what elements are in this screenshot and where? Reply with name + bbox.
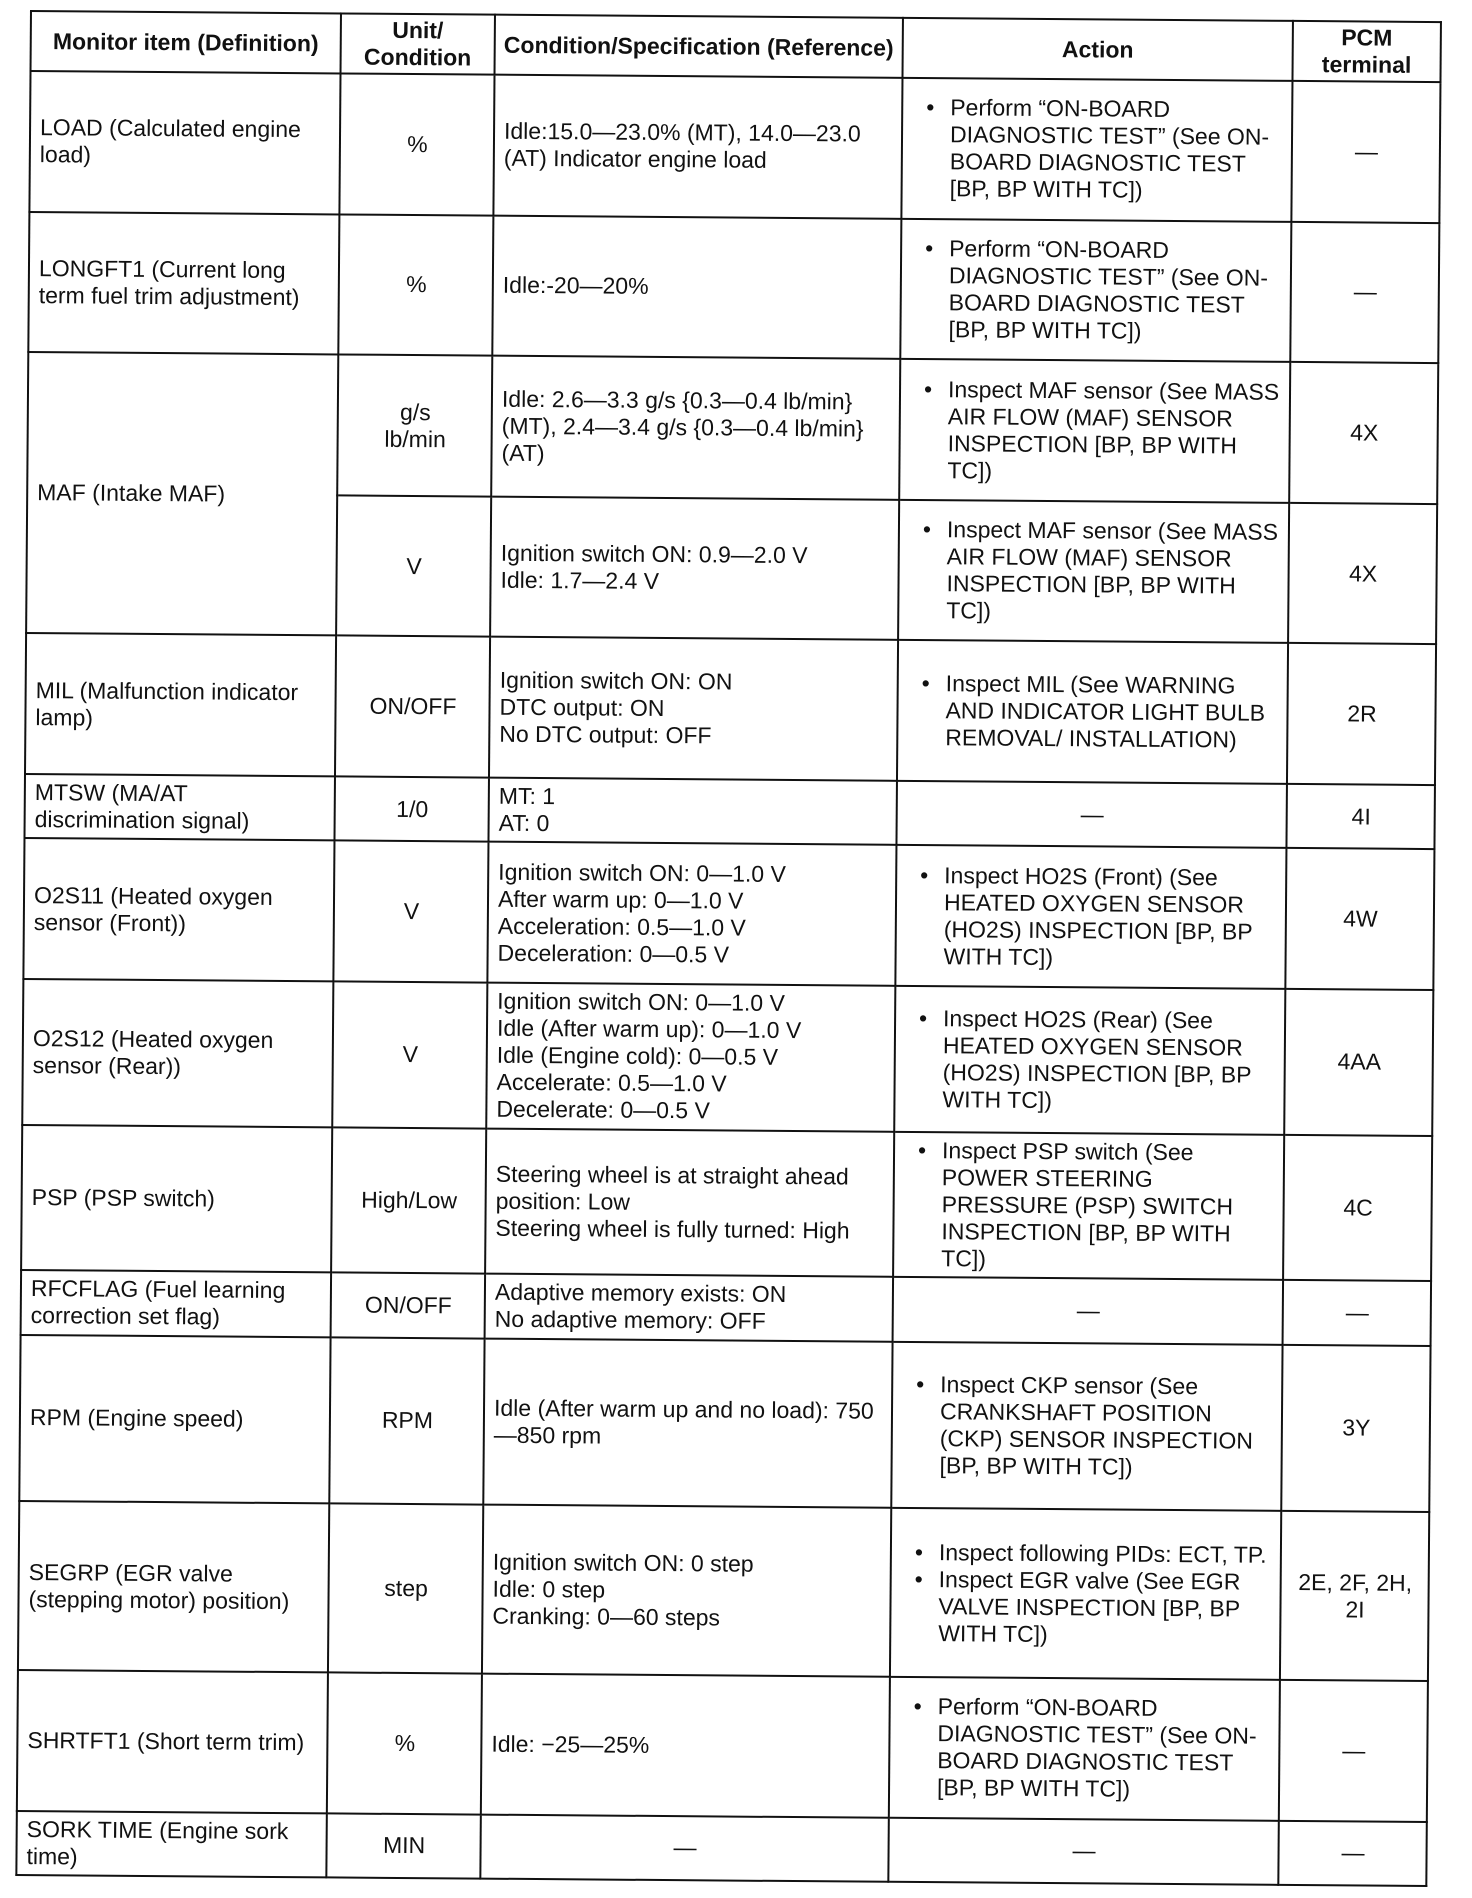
header-row [31, 11, 1441, 82]
header-action: Action [902, 18, 1292, 81]
action-cell: — [888, 1817, 1278, 1884]
pcm-terminal: 3Y [1281, 1344, 1430, 1512]
action-bullet: • Inspect HO2S (Front) (See HEATED OXYGEN SENSOR (HO2S) INSPECTION [BP, BP WITH TC]) [923, 862, 1277, 973]
unit-condition: V [333, 841, 488, 983]
pcm-terminal: 4AA [1284, 989, 1433, 1136]
table-row [21, 1270, 1431, 1345]
pcm-terminal: 2E, 2F, 2H, 2I [1280, 1511, 1429, 1681]
action-cell [901, 78, 1292, 222]
unit-condition: RPM [329, 1337, 484, 1505]
condition-spec: Ignition switch ON: 0—1.0 V Idle (After warm up): 0—1.0 V Idle (Engine cold): 0—0.5 V Accelerate: 0.5—1.0 V Decelerate: 0—0.5 V [486, 983, 895, 1132]
monitor-item: MIL (Malfunction indicator lamp) [25, 633, 336, 776]
condition-spec: Ignition switch ON: 0 step Idle: 0 step Cranking: 0—60 steps [482, 1505, 891, 1677]
header-pcm-terminal: PCM terminal [1292, 21, 1440, 82]
action-cell: — [896, 781, 1286, 848]
action-bullet: • Perform “ON-BOARD DIAGNOSTIC TEST” (See ON-BOARD DIAGNOSTIC TEST [BP, BP WITH TC]) [928, 235, 1282, 346]
pcm-terminal: 4C [1283, 1134, 1432, 1281]
monitor-item: MTSW (MA/AT discrimination signal) [24, 774, 334, 841]
pcm-terminal: — [1278, 1820, 1427, 1886]
condition-spec: MT: 1 AT: 0 [488, 778, 896, 845]
pcm-terminal: 4W [1285, 848, 1434, 990]
pcm-terminal: 4X [1288, 503, 1437, 645]
table-row [17, 1670, 1428, 1822]
action-bullet: • Inspect PSP switch (See POWER STEERING PRESSURE (PSP) SWITCH INSPECTION [BP, BP WITH TC]) [921, 1137, 1275, 1275]
action-cell [893, 1131, 1284, 1280]
monitor-item: LONGFT1 (Current long term fuel trim adjustment) [28, 212, 339, 355]
unit-condition: V [332, 981, 487, 1128]
action-bullet: • Inspect HO2S (Rear) (See HEATED OXYGEN SENSOR (HO2S) INSPECTION [BP, BP WITH TC]) [922, 1005, 1276, 1116]
unit-condition: 1/0 [334, 776, 489, 841]
table-row [25, 633, 1436, 785]
action-bullet: • Inspect EGR valve (See EGR VALVE INSPECTION [BP, BP WITH TC]) [918, 1566, 1272, 1650]
action-bullet: • Perform “ON-BOARD DIAGNOSTIC TEST” (See ON-BOARD DIAGNOSTIC TEST [BP, BP WITH TC]) [930, 94, 1284, 205]
header-condition: Condition/Specification (Reference) [495, 15, 903, 78]
monitor-item: SHRTFT1 (Short term trim) [17, 1670, 328, 1813]
action-cell [894, 986, 1285, 1135]
action-cell [899, 359, 1290, 503]
document-page [15, 10, 1440, 1887]
table-row [16, 1811, 1426, 1886]
monitor-item: RFCFLAG (Fuel learning correction set flag) [21, 1270, 331, 1337]
monitor-item: LOAD (Calculated engine load) [29, 71, 340, 214]
monitor-item: MAF (Intake MAF) [26, 352, 338, 636]
condition-spec: Adaptive memory exists: ON No adaptive memory: OFF [485, 1274, 893, 1341]
header-monitor-item: Monitor item (Definition) [31, 11, 341, 73]
monitor-item: RPM (Engine speed) [19, 1334, 330, 1503]
condition-spec: Idle: −25—25% [481, 1674, 890, 1818]
table-row [18, 1501, 1429, 1681]
table-row [23, 838, 1434, 990]
pcm-terminal: — [1283, 1280, 1432, 1345]
monitor-item: SORK TIME (Engine sork time) [16, 1811, 326, 1878]
unit-condition: MIN [326, 1813, 481, 1879]
unit-condition: % [339, 73, 494, 215]
action-cell: — [893, 1277, 1283, 1344]
pcm-terminal: — [1290, 222, 1439, 364]
condition-spec: Steering wheel is at straight ahead position: Low Steering wheel is fully turned: High [485, 1128, 894, 1277]
unit-condition: g/s lb/min [337, 355, 492, 497]
pcm-terminal: — [1291, 81, 1440, 223]
condition-spec: Ignition switch ON: 0.9—2.0 V Idle: 1.7—2.4 V [490, 496, 899, 640]
unit-condition: V [336, 495, 491, 637]
monitor-item-table [15, 10, 1442, 1887]
table-row [21, 1125, 1432, 1282]
unit-condition: % [338, 214, 493, 356]
action-bullet: • Inspect following PIDs: ECT, TP. [919, 1539, 1272, 1569]
condition-spec: Ignition switch ON: 0—1.0 V After warm up: 0—1.0 V Acceleration: 0.5—1.0 V Deceleration: 0—0.5 V [487, 842, 896, 986]
action-cell [891, 1341, 1282, 1511]
table-row [19, 1334, 1430, 1512]
action-bullet: • Inspect MAF sensor (See MASS AIR FLOW (MAF) SENSOR INSPECTION [BP, BP WITH TC]) [927, 376, 1281, 487]
table-row [29, 71, 1440, 223]
action-cell [900, 218, 1291, 362]
monitor-item: SEGRP (EGR valve (stepping motor) position) [18, 1501, 329, 1672]
condition-spec: — [480, 1814, 888, 1882]
unit-condition: ON/OFF [331, 1273, 486, 1338]
monitor-item: PSP (PSP switch) [21, 1125, 332, 1273]
action-bullet: • Inspect MAF sensor (See MASS AIR FLOW (MAF) SENSOR INSPECTION [BP, BP WITH TC]) [926, 516, 1280, 627]
unit-condition: % [327, 1672, 482, 1814]
condition-spec: Ignition switch ON: ON DTC output: ON No DTC output: OFF [489, 637, 898, 781]
condition-spec: Idle: 2.6—3.3 g/s {0.3—0.4 lb/min} (MT), 2.4—3.4 g/s {0.3—0.4 lb/min} (AT) [491, 356, 900, 500]
table-row [28, 212, 1439, 364]
action-cell [889, 1677, 1280, 1821]
monitor-item: O2S12 (Heated oxygen sensor (Rear)) [22, 979, 333, 1127]
table-row [27, 352, 1438, 504]
unit-condition: step [328, 1504, 483, 1674]
condition-spec: Idle:-20—20% [492, 215, 901, 359]
condition-spec: Idle (After warm up and no load): 750—850 rpm [483, 1338, 892, 1508]
monitor-item: O2S11 (Heated oxygen sensor (Front)) [23, 838, 334, 981]
header-unit: Unit/ Condition [341, 13, 495, 74]
table-row [24, 774, 1434, 849]
action-cell [895, 845, 1286, 989]
pcm-terminal: 4X [1289, 362, 1438, 504]
pcm-terminal: — [1279, 1680, 1428, 1822]
action-bullet: • Inspect CKP sensor (See CRANKSHAFT POSITION (CKP) SENSOR INSPECTION [BP, BP WITH TC]) [919, 1371, 1273, 1482]
action-cell [890, 1508, 1281, 1680]
action-cell [898, 500, 1289, 644]
condition-spec: Idle:15.0—23.0% (MT), 14.0—23.0 (AT) Indicator engine load [493, 75, 902, 219]
action-cell [897, 640, 1288, 784]
pcm-terminal: 4I [1286, 784, 1435, 849]
action-bullet: • Inspect MIL (See WARNING AND INDICATOR LIGHT BULB REMOVAL/ INSTALLATION) [925, 670, 1279, 754]
pcm-terminal: 2R [1287, 643, 1436, 785]
action-bullet: • Perform “ON-BOARD DIAGNOSTIC TEST” (See ON-BOARD DIAGNOSTIC TEST [BP, BP WITH TC]) [917, 1693, 1271, 1804]
table-row [22, 979, 1433, 1136]
unit-condition: High/Low [331, 1127, 486, 1274]
unit-condition: ON/OFF [335, 636, 490, 778]
